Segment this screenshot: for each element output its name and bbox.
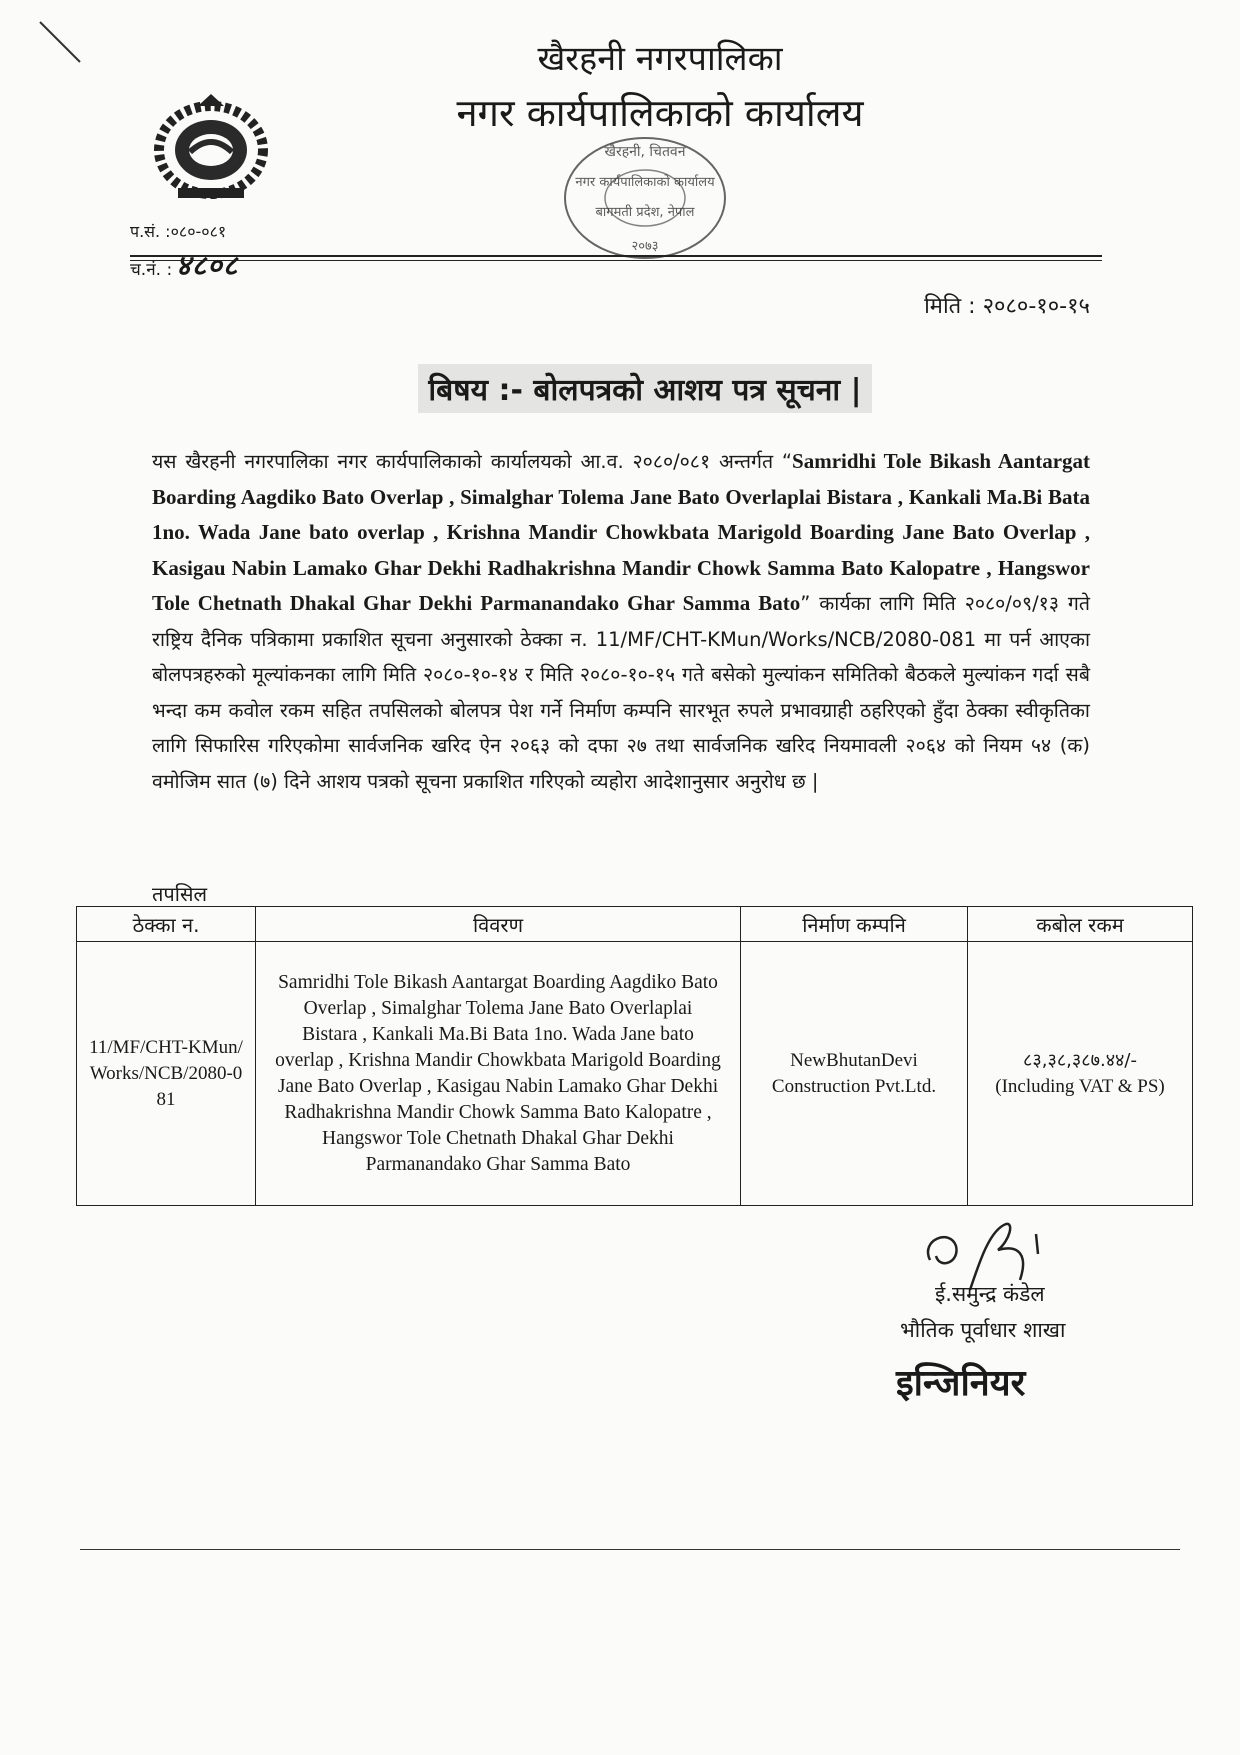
svg-text:२०७३: २०७३: [631, 239, 659, 254]
cell-contract-no: 11/MF/CHT-KMun/Works/NCB/2080-081: [77, 942, 256, 1206]
project-name: Samridhi Tole Bikash Aantargat Boarding Aagdiko Bato Overlap , Simalghar Tolema Jane Bato Overlaplai Bistara , Kankali Ma.Bi Bata 1no. Wada Jane bato overlap , Krishna Mandir Chowkbata Marigold Boarding Jane Bato Overlap , Kasigau Nabin Lamako Ghar Dekhi Radhakrishna Mandir Chowk Samma Bato Kalopatre , Hangswor Tole Chetnath Dhakal Ghar Dekhi Parmanandako Ghar Samma Bato: [152, 449, 1091, 615]
department-name: भौतिक पूर्वाधार शाखा: [900, 1318, 1066, 1342]
office-name: नगर कार्यपालिकाको कार्यालय: [456, 91, 864, 135]
engineer-name: ई.समुन्द्र कंडेल: [935, 1282, 1045, 1306]
header-amount: कबोल रकम: [968, 907, 1193, 942]
svg-text:खैरहनी, चितवन: खैरहनी, चितवन: [604, 144, 686, 160]
header-divider: [130, 255, 1102, 257]
svg-text:बागमती प्रदेश, नेपाल: बागमती प्रदेश, नेपाल: [595, 205, 695, 220]
bid-amount: ८३,३८,३८७.४४/-: [1023, 1049, 1137, 1071]
footer-divider: [80, 1549, 1180, 1550]
cell-description: Samridhi Tole Bikash Aantargat Boarding Aagdiko Bato Overlap , Simalghar Tolema Jane Bato Overlaplai Bistara , Kankali Ma.Bi Bata 1no. Wada Jane bato overlap , Krishna Mandir Chowkbata Marigold Boarding Jane Bato Overlap , Kasigau Nabin Lamako Ghar Dekhi Radhakrishna Mandir Chowk Samma Bato Kalopatre , Hangswor Tole Chetnath Dhakal Ghar Dekhi Parmanandako Ghar Samma Bato: [256, 942, 741, 1206]
table-header-row: [77, 907, 1193, 942]
cell-amount: [968, 942, 1193, 1206]
bid-amount-note: (Including VAT & PS): [995, 1075, 1165, 1097]
table-row: [77, 942, 1193, 1206]
municipality-name: खैरहनी नगरपालिका: [537, 39, 783, 79]
dispatch-number-handwritten: ४८०८: [176, 249, 239, 282]
subject-heading: बिषय :- बोलपत्रको आशय पत्र सूचना |: [0, 364, 1240, 413]
details-label: तपसिल: [152, 882, 208, 906]
header-divider-thin: [130, 260, 1102, 261]
engineer-title-stamp: इन्जिनियर: [896, 1363, 1026, 1404]
header-company: निर्माण कम्पनि: [741, 907, 968, 942]
header-description: विवरण: [256, 907, 741, 942]
contract-table: [76, 906, 1193, 1206]
notice-body: यस खैरहनी नगरपालिका नगर कार्यपालिकाको कार्यालयको आ.व. २०८०/०८१ अन्तर्गत “Samridhi Tole Bikash Aantargat Boarding Aagdiko Bato Overlap , Simalghar Tolema Jane Bato Overlaplai Bistara , Kankali Ma.Bi Bata 1no. Wada Jane bato overlap , Krishna Mandir Chowkbata Marigold Boarding Jane Bato Overlap , Kasigau Nabin Lamako Ghar Dekhi Radhakrishna Mandir Chowk Samma Bato Kalopatre , Hangswor Tole Chetnath Dhakal Ghar Dekhi Parmanandako Ghar Samma Bato” कार्यका लागि मिति २०८०/०९/१३ गते राष्ट्रिय दैनिक पत्रिकामा प्रकाशित सूचना अनुसारको ठेक्का न. 11/MF/CHT-KMun/Works/NCB/2080-081 मा पर्न आएका बोलपत्रहरुको मूल्यांकनका लागि मिति २०८०-१०-१४ र मिति २०८०-१०-१५ गते बसेको मुल्यांकन समितिको बैठकले मुल्यांकन गर्दा सबै भन्दा कम कवोल रकम सहित तपसिलको बोलपत्र पेश गर्ने निर्माण कम्पनि सारभूत रुपले प्रभावग्राही ठहरिएको हुँदा ठेक्का स्वीकृतिका लागि सिफारिस गरिएकोमा सार्वजनिक खरिद ऐन २०६३ को दफा २७ तथा सार्वजनिक खरिद नियमावली २०६४ को नियम ५४ (क) वमोजिम सात (७) दिने आशय पत्रको सूचना प्रकाशित गरिएको व्यहोरा आदेशानुसार अनुरोध छ |: [152, 449, 1091, 793]
letter-date: मिति : २०८०-१०-१५: [924, 294, 1090, 319]
cell-company: NewBhutanDevi Construction Pvt.Ltd.: [741, 942, 968, 1206]
dispatch-number: च.नं. : ४८०८: [130, 249, 239, 282]
header-contract-no: ठेक्का न.: [77, 907, 256, 942]
svg-text:नगर कार्यपालिकाको कार्यालय: नगर कार्यपालिकाको कार्यालय: [575, 175, 715, 190]
reference-number: प.सं. :०८०-०८१: [130, 222, 227, 241]
